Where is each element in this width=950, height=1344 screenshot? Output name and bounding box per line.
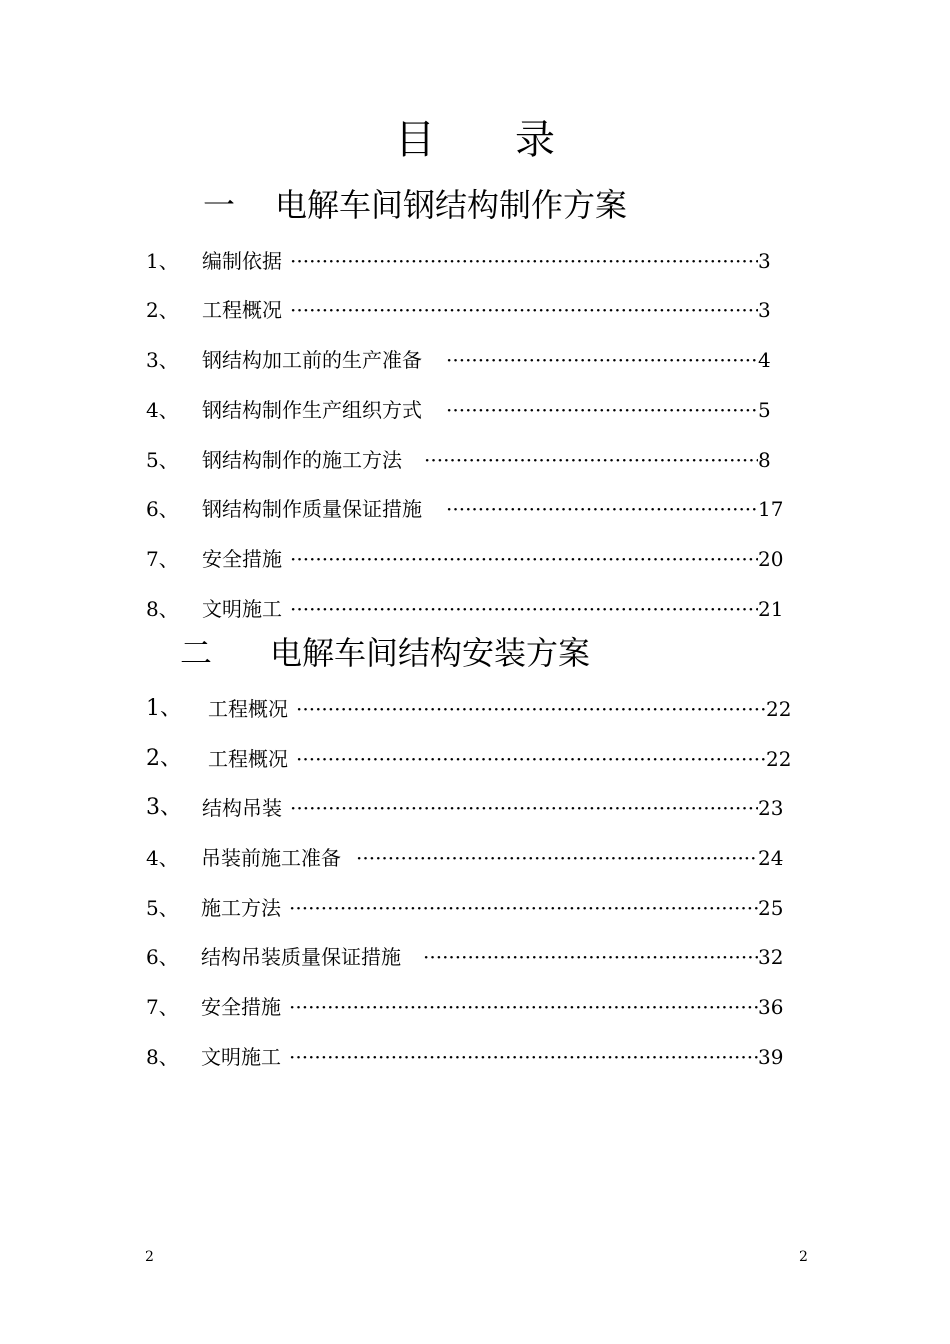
- toc-entry-index: 4、: [146, 398, 179, 422]
- toc-entry-label: 工程概况: [208, 697, 288, 721]
- toc-entry-label: 文明施工: [201, 1045, 281, 1069]
- toc-entry-page: 5: [758, 398, 771, 422]
- toc-entry-index: 8、: [146, 1045, 179, 1069]
- toc-entry-index: 5、: [146, 896, 179, 920]
- toc-entry-page: 36: [758, 995, 784, 1019]
- toc-entry-label: 钢结构制作生产组织方式: [202, 398, 422, 422]
- section-1-heading: [203, 180, 627, 226]
- toc-entry-label: 钢结构加工前的生产准备: [202, 348, 422, 372]
- toc-entry[interactable]: [146, 544, 786, 574]
- toc-entry-page: 17: [758, 497, 784, 521]
- toc-entry-index: 5、: [146, 448, 179, 472]
- toc-entry-page: 25: [758, 896, 784, 920]
- toc-entry-index: 3、: [146, 348, 179, 372]
- toc-leader-dots: [356, 843, 758, 873]
- toc-leader-dots: [446, 395, 758, 425]
- toc-entry-label: 安全措施: [201, 995, 281, 1019]
- toc-entry-index: 2、: [146, 298, 179, 322]
- toc-entry-index: 6、: [146, 945, 179, 969]
- toc-leader-dots: [290, 544, 758, 574]
- toc-entry-page: 23: [758, 796, 784, 820]
- toc-entry-label: 结构吊装: [202, 796, 282, 820]
- toc-entry-label: 文明施工: [202, 597, 282, 621]
- toc-entry[interactable]: [146, 744, 796, 774]
- toc-entry-label: 安全措施: [202, 547, 282, 571]
- toc-entry-page: 21: [758, 597, 784, 621]
- toc-entry-label: 编制依据: [202, 249, 282, 273]
- toc-title-char-2: 录: [515, 117, 555, 163]
- toc-entry-label: 施工方法: [201, 896, 281, 920]
- toc-entry-page: 22: [766, 747, 792, 771]
- section-2-heading: [180, 628, 590, 674]
- toc-entry-index: 1、: [146, 249, 179, 273]
- toc-entry-label: 吊装前施工准备: [201, 846, 341, 870]
- toc-entry-index: 8、: [146, 597, 179, 621]
- toc-entry-page: 4: [758, 348, 771, 372]
- footer-page-number-left: 2: [145, 1249, 154, 1265]
- toc-entry[interactable]: [146, 494, 786, 524]
- toc-entry-index: 4、: [146, 846, 179, 870]
- toc-leader-dots: [290, 295, 758, 325]
- toc-entry-page: 32: [758, 945, 784, 969]
- toc-leader-dots: [289, 992, 758, 1022]
- footer-page-number-right: 2: [799, 1249, 808, 1265]
- toc-entry[interactable]: [146, 594, 786, 624]
- section-2-number: 二: [180, 634, 213, 672]
- toc-leader-dots: [296, 744, 766, 774]
- toc-entry-index: 3、: [146, 795, 182, 820]
- toc-entry[interactable]: [146, 694, 796, 724]
- toc-leader-dots: [289, 1042, 758, 1072]
- toc-entry[interactable]: [146, 942, 796, 972]
- toc-entry-page: 24: [758, 846, 784, 870]
- section-1-title: 电解车间钢结构制作方案: [275, 186, 628, 224]
- toc-entry-index: 7、: [146, 995, 179, 1019]
- toc-leader-dots: [296, 694, 766, 724]
- toc-entry-page: 22: [766, 697, 792, 721]
- toc-entry[interactable]: [146, 345, 786, 375]
- toc-title-char-1: 目: [395, 117, 435, 163]
- section-1-number: 一: [203, 186, 236, 224]
- toc-entry[interactable]: [146, 395, 786, 425]
- toc-entry-page: 8: [758, 448, 771, 472]
- toc-entry-label: 结构吊装质量保证措施: [201, 945, 401, 969]
- toc-entry-label: 工程概况: [208, 747, 288, 771]
- toc-leader-dots: [446, 345, 758, 375]
- toc-entry[interactable]: [146, 295, 786, 325]
- toc-entry-index: 7、: [146, 547, 179, 571]
- toc-entry-page: 20: [758, 547, 784, 571]
- toc-entry-label: 钢结构制作的施工方法: [202, 448, 402, 472]
- toc-entry-page: 3: [758, 249, 771, 273]
- toc-leader-dots: [446, 494, 758, 524]
- toc-entry[interactable]: [146, 843, 796, 873]
- toc-entry-index: 1、: [146, 696, 182, 721]
- toc-title: [0, 108, 950, 165]
- toc-entry[interactable]: [146, 893, 796, 923]
- toc-leader-dots: [290, 246, 758, 276]
- toc-entry[interactable]: [146, 445, 786, 475]
- toc-leader-dots: [423, 942, 758, 972]
- toc-entry-label: 工程概况: [202, 298, 282, 322]
- toc-entry[interactable]: [146, 992, 796, 1022]
- toc-leader-dots: [290, 594, 758, 624]
- toc-leader-dots: [289, 893, 758, 923]
- toc-entry-index: 2、: [146, 746, 182, 771]
- toc-entry-page: 3: [758, 298, 771, 322]
- toc-entry[interactable]: [146, 1042, 796, 1072]
- toc-leader-dots: [424, 445, 758, 475]
- section-2-title: 电解车间结构安装方案: [270, 634, 591, 672]
- toc-entry[interactable]: [146, 793, 796, 823]
- toc-entry-label: 钢结构制作质量保证措施: [202, 497, 422, 521]
- toc-entry[interactable]: [146, 246, 786, 276]
- toc-entry-index: 6、: [146, 497, 179, 521]
- toc-entry-page: 39: [758, 1045, 784, 1069]
- toc-leader-dots: [290, 793, 758, 823]
